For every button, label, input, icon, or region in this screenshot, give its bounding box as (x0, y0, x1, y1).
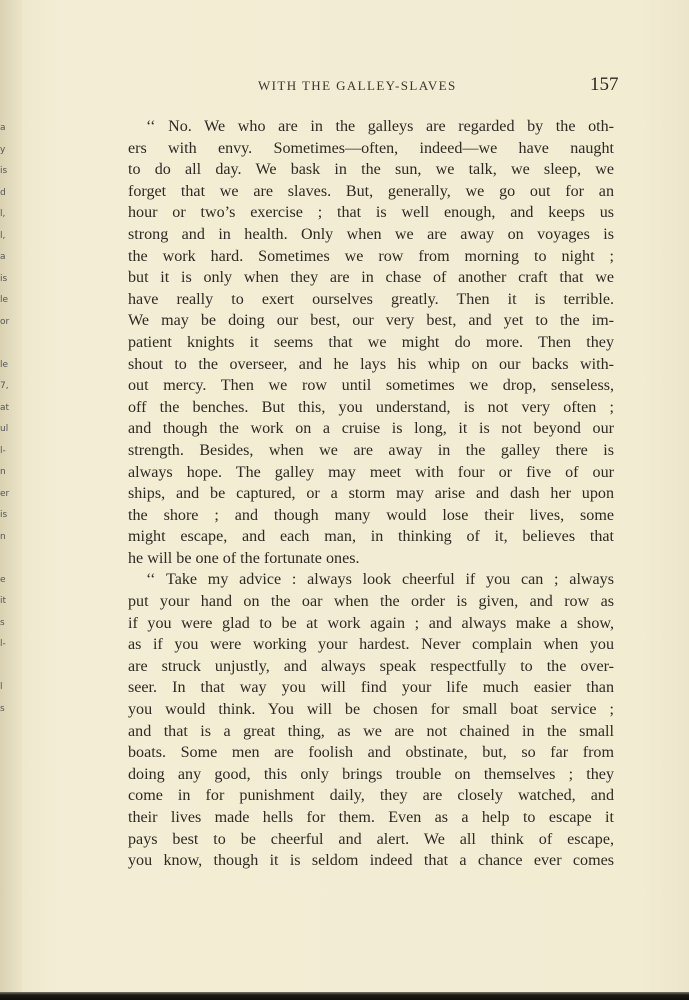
gutter-fragment: l (0, 682, 3, 692)
text-line: you would think. You will be chosen for small boat service ; (128, 701, 614, 719)
page-number: 157 (590, 74, 619, 95)
gutter-fragment: n (0, 531, 6, 542)
text-line: might escape, and each man, in thinking of it, believes that (128, 528, 614, 546)
gutter-fragment: a (0, 252, 6, 262)
gutter-fragment: er (0, 488, 10, 499)
gutter-fragment: is (0, 273, 8, 284)
text-line: and that is a great thing, as we are not chained in the small (128, 722, 614, 740)
text-line: off the benches. But this, you understand, is not very often ; (128, 398, 614, 416)
gutter-fragment: or (0, 316, 10, 327)
text-line: ships, and be captured, or a storm may arise and dash her upon (128, 485, 614, 503)
gutter-fragment (0, 720, 14, 742)
gutter-fragment: n (0, 467, 6, 477)
gutter-fragment (0, 548, 14, 570)
text-line: put your hand on the oar when the order is given, and row as (128, 593, 614, 611)
text-line: you know, though it is seldom indeed that a chance ever comes (128, 852, 614, 870)
gutter-fragment: it (0, 596, 7, 606)
text-line: We may be doing our best, our very best, and yet to the im- (128, 312, 614, 330)
text-line: but it is only when they are in chase of another craft that we (128, 269, 614, 287)
text-line: ‘‘ No. We who are in the galleys are regarded by the oth- (146, 118, 614, 135)
text-line: always hope. The galley may meet with four or five of our (128, 463, 614, 481)
running-head: WITH THE GALLEY-SLAVES (258, 78, 457, 93)
gutter-fragment: ul (0, 424, 9, 434)
gutter-fragment: l- (0, 639, 6, 649)
text-line: ‘‘ Take my advice : always look cheerful if you can ; always (146, 571, 614, 589)
text-line: are struck unjustly, and always speak respectfully to the over- (128, 657, 614, 675)
text-line: the work hard. Sometimes we row from morning to night ; (128, 247, 614, 265)
facing-page-letter-fragments (0, 118, 14, 763)
text-line: doing any good, this only brings trouble on themselves ; they (128, 765, 614, 783)
gutter-fragment (0, 656, 14, 678)
text-line: if you were glad to be at work again ; and always make a show, (128, 614, 614, 632)
gutter-fragment: le (0, 295, 9, 305)
text-line: shout to the overseer, and he lays his whip on our backs with- (128, 355, 614, 373)
gutter-fragment: le (0, 359, 9, 370)
gutter-fragment: e (0, 574, 6, 585)
text-line: the shore ; and though many would lose their lives, some (128, 506, 614, 524)
gutter-fragment: s (0, 617, 5, 628)
text-line: to do all day. We bask in the sun, we talk, we sleep, we (128, 161, 614, 179)
gutter-fragment: is (0, 166, 8, 176)
text-line: and though the work on a cruise is long, it is not beyond our (128, 420, 614, 438)
text-line: strong and in health. Only when we are away on voyages is (128, 225, 614, 243)
text-line: hour or two’s exercise ; that is well enough, and keeps us (128, 204, 614, 222)
gutter-fragment (0, 742, 14, 764)
text-line: their lives made hells for them. Even as a help to escape it (128, 809, 614, 826)
body-text (128, 116, 614, 872)
gutter-fragment: is (0, 510, 8, 520)
gutter-fragment: at (0, 402, 10, 413)
text-line: come in for punishment daily, they are closely watched, and (128, 787, 614, 805)
text-line: strength. Besides, when we are away in the galley there is (128, 441, 614, 459)
gutter-fragment: 7, (0, 381, 9, 391)
text-line: pays best to be cheerful and alert. We all think of escape, (128, 830, 614, 848)
text-line: seer. In that way you will find your life much easier than (128, 679, 614, 697)
scan-bottom-edge (0, 992, 689, 1000)
gutter-fragment: l- (0, 445, 6, 456)
gutter-fragment: y (0, 144, 6, 155)
text-line: patient knights it seems that we might do more. Then they (128, 333, 614, 351)
text-line: he will be one of the fortunate ones. (128, 549, 360, 567)
gutter-fragment: s (0, 703, 5, 714)
text-line: out mercy. Then we row until sometimes we drop, senseless, (128, 377, 614, 395)
gutter-fragment: a (0, 123, 6, 133)
text-line: as if you were working your hardest. Never complain when you (128, 636, 614, 654)
gutter-fragment: d (0, 187, 6, 198)
text-line: have really to exert ourselves greatly. Then it is terrible. (128, 290, 614, 308)
gutter-fragment: l, (0, 209, 6, 219)
text-line: forget that we are slaves. But, generally, we go out for an (128, 182, 614, 200)
text-line: ers with envy. Sometimes—often, indeed—we have naught (128, 139, 614, 157)
text-line: boats. Some men are foolish and obstinate, but, so far from (128, 744, 614, 762)
gutter-fragment: l, (0, 230, 6, 241)
gutter-fragment (0, 333, 14, 355)
